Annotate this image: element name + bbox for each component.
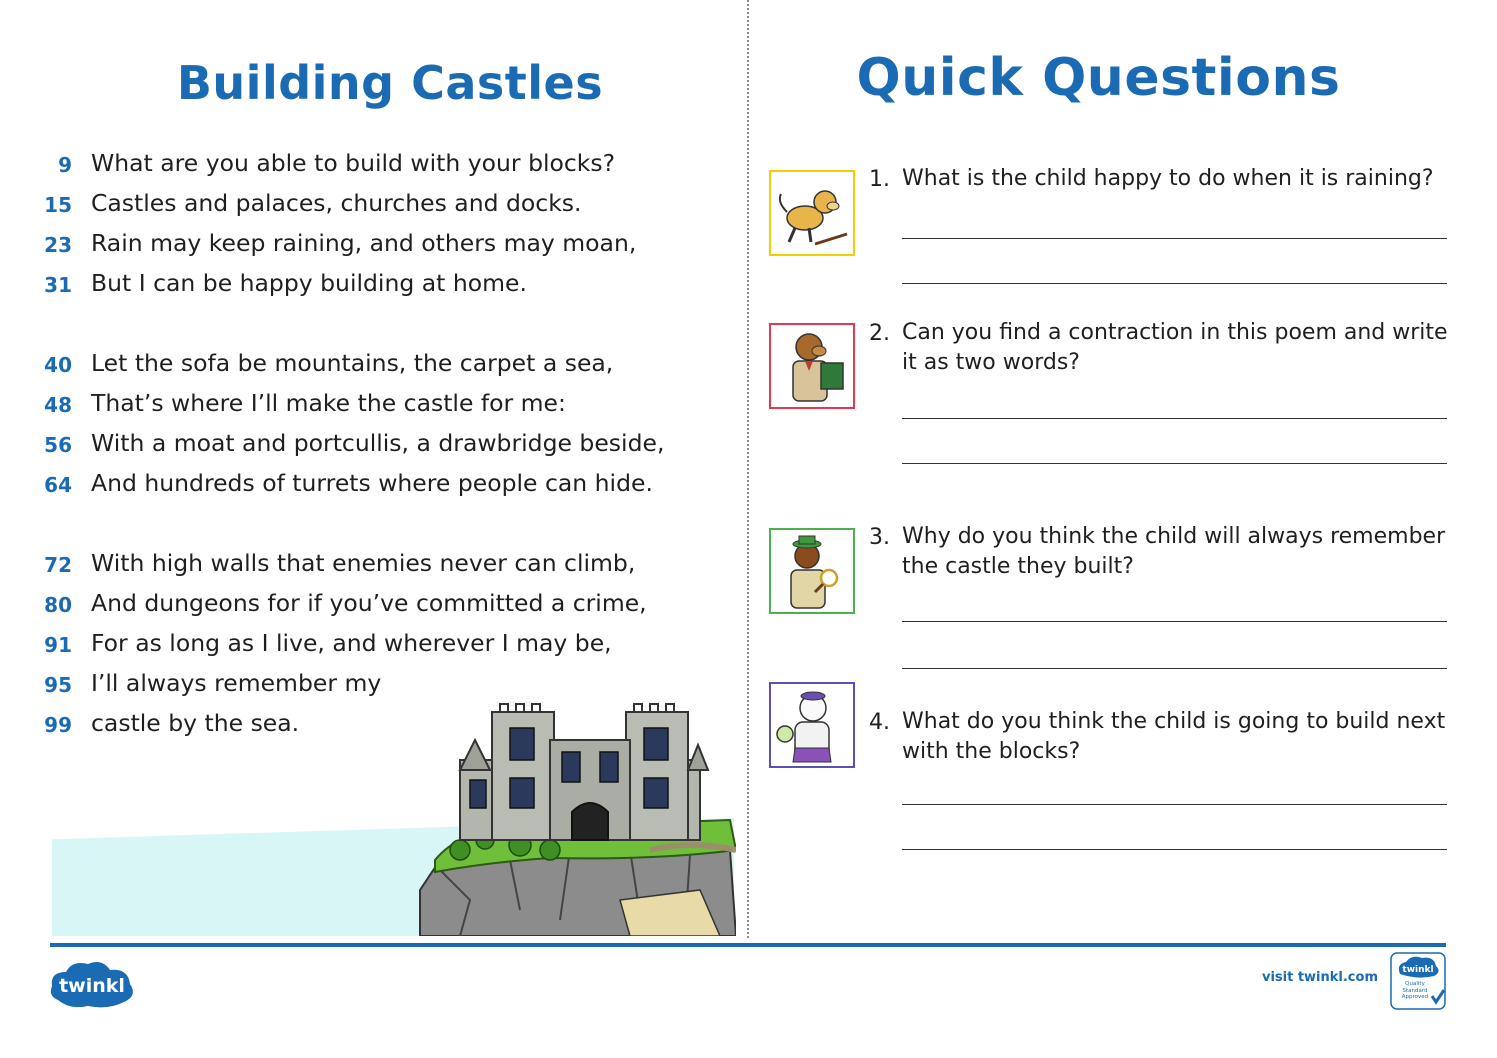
poem-line bbox=[0, 343, 740, 383]
quality-badge bbox=[1390, 952, 1446, 1010]
answer-line[interactable] bbox=[902, 804, 1447, 805]
poem-line bbox=[0, 263, 740, 303]
line-text: I’ll always remember my bbox=[91, 669, 382, 697]
answer-line[interactable] bbox=[902, 418, 1447, 419]
badge-brand: twinkl bbox=[1402, 965, 1434, 975]
line-text: For as long as I live, and wherever I may be, bbox=[91, 629, 612, 657]
question-number: 1. bbox=[869, 167, 890, 192]
answer-line[interactable] bbox=[902, 463, 1447, 464]
poem-line bbox=[0, 583, 740, 623]
line-number: 9 bbox=[58, 153, 72, 177]
line-number: 31 bbox=[44, 273, 72, 297]
page-divider bbox=[747, 0, 749, 938]
footer-bar bbox=[50, 943, 1446, 947]
questions-title: Quick Questions bbox=[856, 48, 1341, 108]
answer-line[interactable] bbox=[902, 621, 1447, 622]
question-number: 3. bbox=[869, 525, 890, 550]
question-text: What is the child happy to do when it is raining? bbox=[902, 166, 1434, 191]
question-number: 2. bbox=[869, 321, 890, 346]
poem-line bbox=[0, 143, 740, 183]
line-number: 91 bbox=[44, 633, 72, 657]
poem-title: Building Castles bbox=[176, 56, 604, 110]
twinkl-logo[interactable] bbox=[48, 956, 136, 1010]
line-text: With high walls that enemies never can climb, bbox=[91, 549, 636, 577]
question-1-icon-frame bbox=[769, 170, 855, 256]
poem-line bbox=[0, 223, 740, 263]
line-text: castle by the sea. bbox=[91, 709, 300, 737]
line-number: 40 bbox=[44, 353, 72, 377]
question-3-icon-frame bbox=[769, 528, 855, 614]
logo-text: twinkl bbox=[59, 975, 125, 997]
poem-line bbox=[0, 663, 740, 703]
answer-line[interactable] bbox=[902, 238, 1447, 239]
dog-icon bbox=[771, 172, 853, 254]
question-4-icon-frame bbox=[769, 682, 855, 768]
line-text: And hundreds of turrets where people can hide. bbox=[91, 469, 653, 497]
answer-line[interactable] bbox=[902, 283, 1447, 284]
question-text: Can you find a contraction in this poem and write it as two words? bbox=[902, 320, 1448, 375]
question-2-icon-frame bbox=[769, 323, 855, 409]
line-number: 64 bbox=[44, 473, 72, 497]
line-number: 15 bbox=[44, 193, 72, 217]
reading-dog-icon bbox=[771, 325, 853, 407]
line-number: 48 bbox=[44, 393, 72, 417]
poem-line bbox=[0, 183, 740, 223]
line-text: Rain may keep raining, and others may moan, bbox=[91, 229, 637, 257]
line-number: 23 bbox=[44, 233, 72, 257]
line-number: 95 bbox=[44, 673, 72, 697]
answer-line[interactable] bbox=[902, 849, 1447, 850]
poem-line bbox=[0, 623, 740, 663]
question-text: What do you think the child is going to build next with the blocks? bbox=[902, 709, 1446, 764]
line-text: What are you able to build with your blocks? bbox=[91, 149, 616, 177]
poem-line bbox=[0, 703, 740, 743]
poem-line bbox=[0, 423, 740, 463]
question-text: Why do you think the child will always remember the castle they built? bbox=[902, 524, 1446, 579]
line-text: And dungeons for if you’ve committed a crime, bbox=[91, 589, 647, 617]
poem-line bbox=[0, 543, 740, 583]
visit-link[interactable]: visit twinkl.com bbox=[1261, 970, 1378, 985]
polar-bear-icon bbox=[771, 684, 853, 766]
line-text: Let the sofa be mountains, the carpet a sea, bbox=[91, 349, 614, 377]
poem-line bbox=[0, 383, 740, 423]
line-text: But I can be happy building at home. bbox=[91, 269, 527, 297]
question-number: 4. bbox=[869, 710, 890, 735]
answer-line[interactable] bbox=[902, 668, 1447, 669]
line-text: With a moat and portcullis, a drawbridge beside, bbox=[91, 429, 665, 457]
line-text: Castles and palaces, churches and docks. bbox=[91, 189, 582, 217]
poem bbox=[0, 0, 740, 940]
line-text: That’s where I’ll make the castle for me: bbox=[91, 389, 566, 417]
detective-dog-icon bbox=[771, 530, 853, 612]
line-number: 72 bbox=[44, 553, 72, 577]
line-number: 80 bbox=[44, 593, 72, 617]
line-number: 99 bbox=[44, 713, 72, 737]
badge-text: Quality Standard Approved bbox=[1401, 981, 1429, 1000]
line-number: 56 bbox=[44, 433, 72, 457]
poem-line bbox=[0, 463, 740, 503]
